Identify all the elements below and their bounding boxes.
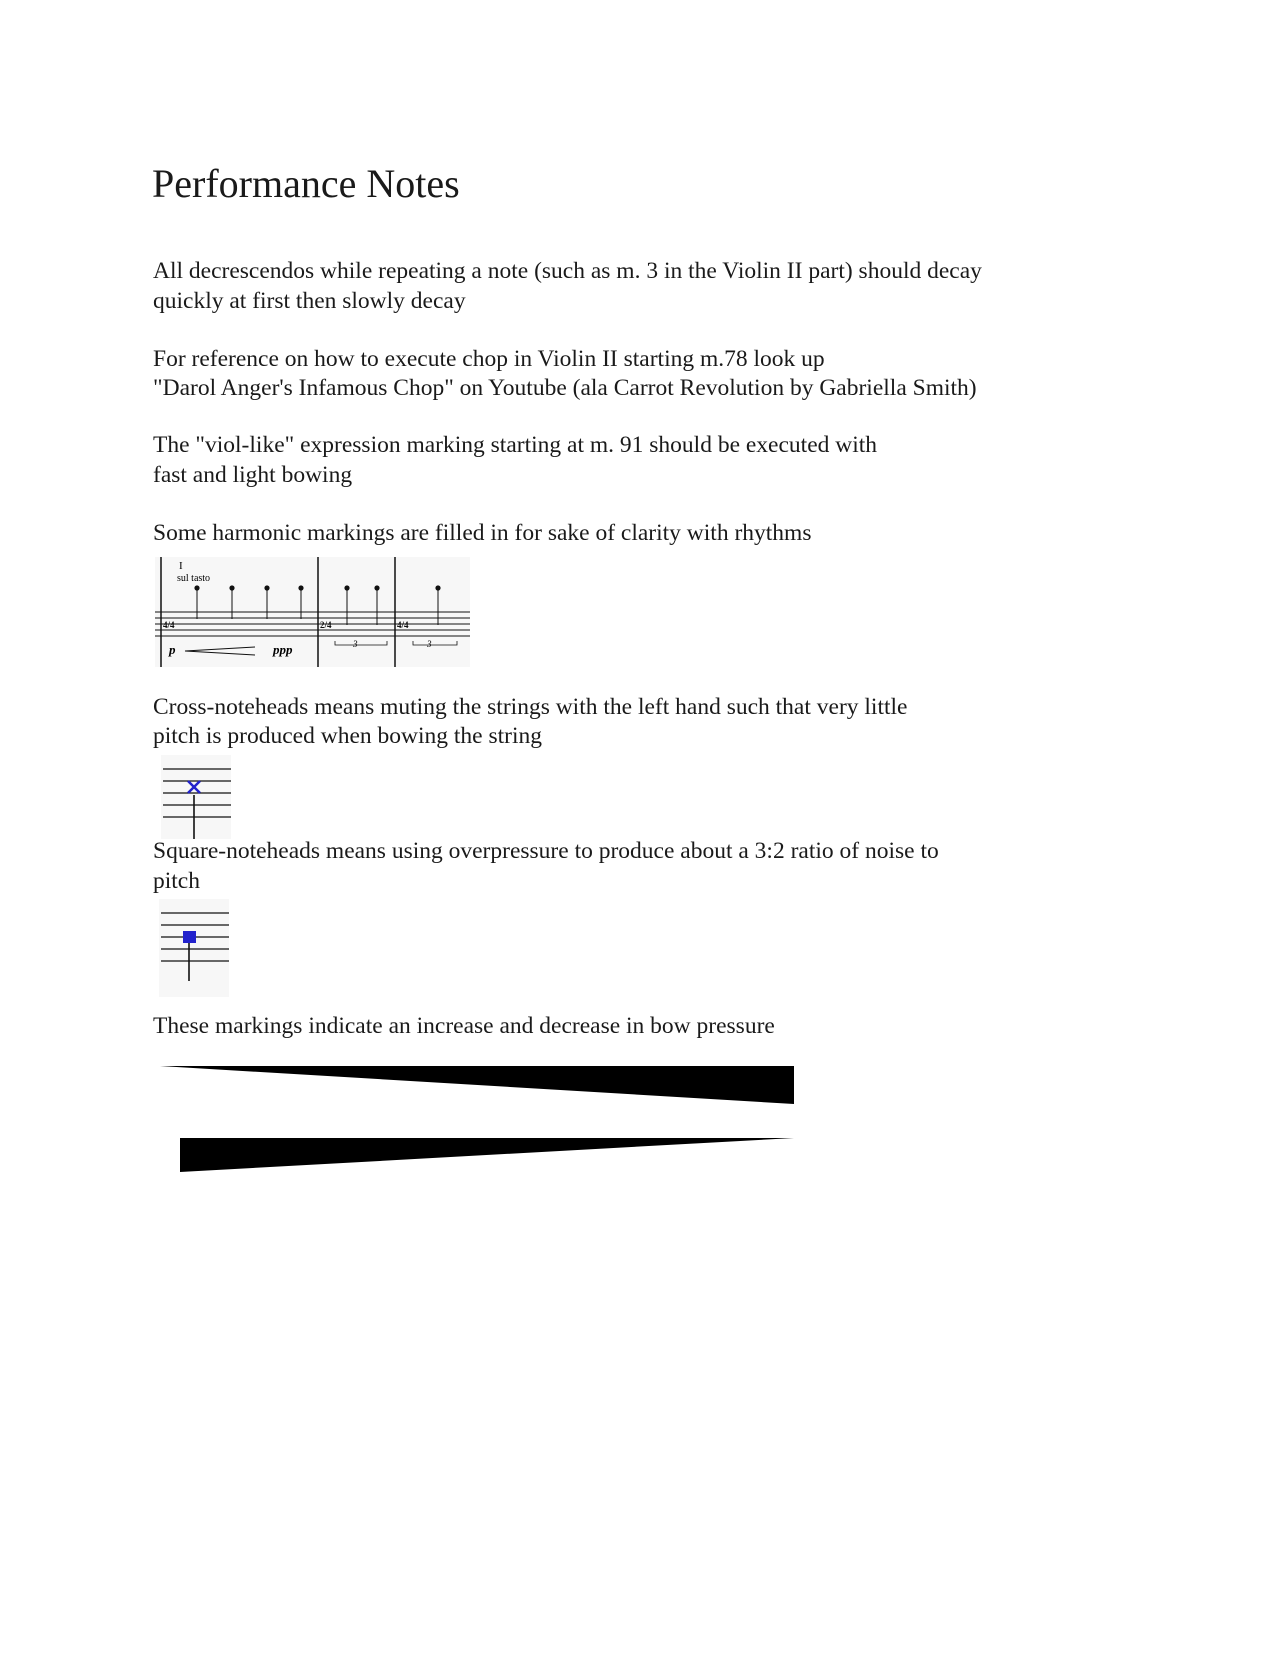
paragraph-viol-2: fast and light bowing xyxy=(153,462,353,488)
paragraph-bow-pressure: These markings indicate an increase and decrease in bow pressure xyxy=(153,1013,775,1039)
pressure-decrease-wedge xyxy=(180,1138,794,1172)
dynamic-end: ppp xyxy=(273,642,293,657)
square-notehead-icon xyxy=(183,931,196,943)
string-label: I xyxy=(179,560,183,572)
bow-pressure-wedges xyxy=(160,1064,796,1176)
paragraph-cross-2: pitch is produced when bowing the string xyxy=(153,723,542,749)
tuplet-1: 3 xyxy=(353,639,358,649)
time-signature-3: 4/4 xyxy=(397,620,409,630)
cross-notehead-icon xyxy=(188,781,200,793)
technique-label: sul tasto xyxy=(177,573,211,584)
dynamic-start: p xyxy=(169,642,176,657)
paragraph-viol-1: The "viol-like" expression marking starting at m. 91 should be executed with xyxy=(153,432,878,458)
harmonic-music-example xyxy=(155,557,470,667)
paragraph-decrescendo-1: All decrescendos while repeating a note (such as m. 3 in the Violin II part) should decay xyxy=(153,258,982,284)
paragraph-square-1: Square-noteheads means using overpressure to produce about a 3:2 ratio of noise to xyxy=(153,838,939,864)
paragraph-cross-1: Cross-noteheads means muting the strings with the left hand such that very little xyxy=(153,694,908,720)
square-notehead-example xyxy=(159,899,229,997)
cross-notehead-example xyxy=(161,755,231,839)
paragraph-chop-1: For reference on how to execute chop in Violin II starting m.78 look up xyxy=(153,346,825,372)
time-signature-2: 2/4 xyxy=(320,620,332,630)
paragraph-chop-2: "Darol Anger's Infamous Chop" on Youtube (ala Carrot Revolution by Gabriella Smith) xyxy=(153,375,977,401)
page-title: Performance Notes xyxy=(152,161,460,206)
time-signature-1: 4/4 xyxy=(163,620,175,630)
paragraph-square-2: pitch xyxy=(153,868,200,894)
tuplet-2: 3 xyxy=(427,639,432,649)
pressure-increase-wedge xyxy=(160,1066,794,1104)
paragraph-decrescendo-2: quickly at first then slowly decay xyxy=(153,288,466,314)
paragraph-harmonics: Some harmonic markings are filled in for sake of clarity with rhythms xyxy=(153,520,812,546)
